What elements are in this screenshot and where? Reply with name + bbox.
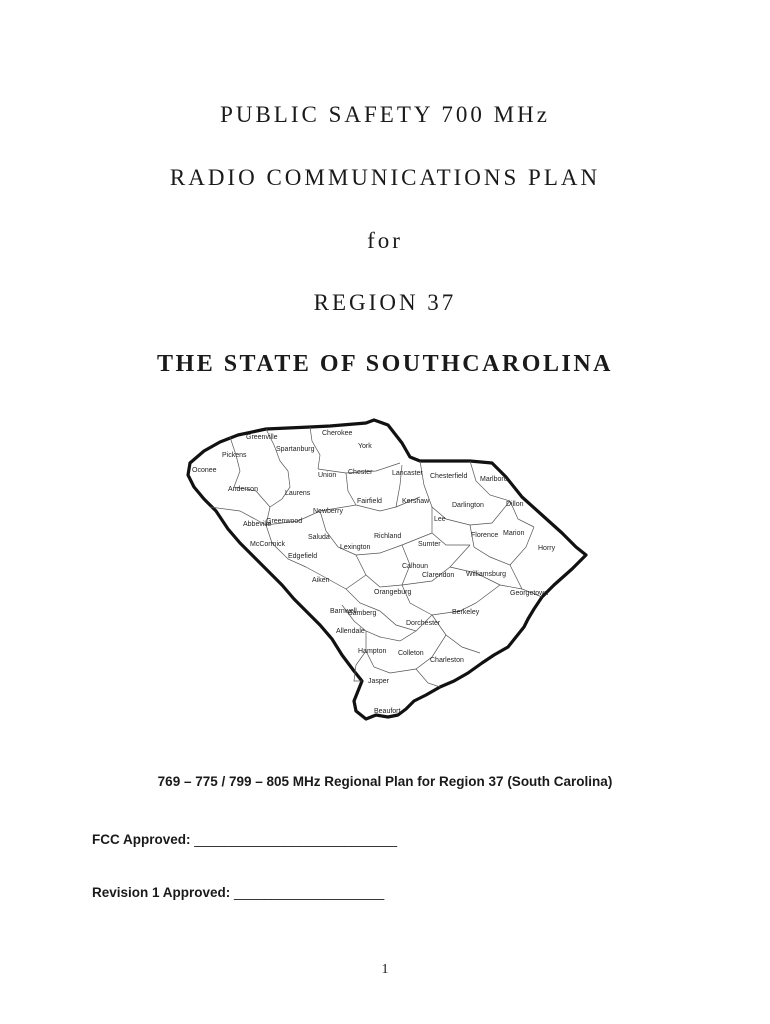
county-label: Laurens: [285, 490, 311, 497]
county-label: Allendale: [336, 628, 365, 635]
county-label: Orangeburg: [374, 589, 412, 596]
county-label: Clarendon: [422, 572, 455, 579]
revision-approval-line: [92, 885, 384, 900]
county-label: Darlington: [452, 502, 484, 509]
county-label: Bamberg: [348, 610, 377, 617]
south-carolina-county-map: [170, 415, 600, 730]
county-label: Horry: [538, 545, 556, 552]
county-label: Calhoun: [402, 563, 429, 570]
county-label: Williamsburg: [466, 571, 507, 578]
county-label: Beaufort: [374, 708, 401, 715]
county-label: McCormick: [250, 541, 285, 548]
title-line-2: RADIO COMMUNICATIONS PLAN: [169, 165, 601, 190]
county-label: Chester: [348, 469, 373, 476]
county-label: Colleton: [398, 650, 424, 657]
county-label: Aiken: [312, 577, 330, 584]
county-label: Barnwell: [330, 608, 357, 615]
county-label: Abbeville: [243, 521, 272, 528]
fcc-approved-blank: ___________________________: [194, 832, 397, 847]
county-label: Anderson: [228, 486, 258, 493]
county-label: Kershaw: [402, 498, 430, 505]
county-label: Spartanburg: [276, 446, 315, 453]
fcc-approval-line: [92, 832, 397, 847]
title-line-3: for: [367, 228, 403, 253]
county-label: Charleston: [430, 657, 464, 664]
county-label: Richland: [374, 533, 402, 540]
county-label: Dorchester: [406, 620, 441, 627]
county-label: Lexington: [340, 544, 371, 551]
revision-approved-label: Revision 1 Approved:: [92, 885, 231, 900]
fcc-approved-label: FCC Approved:: [92, 832, 191, 847]
title-line-4: REGION 37: [313, 290, 457, 315]
county-label: Lancaster: [392, 470, 423, 477]
county-label: Georgetown: [510, 590, 549, 597]
county-label: Dillon: [506, 501, 524, 508]
county-label: Pickens: [222, 452, 247, 459]
county-label: Berkeley: [452, 609, 480, 616]
county-label: Cherokee: [322, 430, 353, 437]
revision-approved-blank: ____________________: [234, 885, 385, 900]
county-label: Lee: [434, 516, 446, 523]
county-label: Greenwood: [266, 518, 303, 525]
county-label: Edgefield: [288, 553, 318, 560]
county-label: Florence: [471, 532, 499, 539]
plan-subtitle: 769 – 775 / 799 – 805 MHz Regional Plan for Region 37 (South Carolina): [157, 774, 613, 789]
county-label: Marlboro: [480, 476, 508, 483]
county-label: Oconee: [192, 467, 217, 474]
county-label: Fairfield: [357, 498, 382, 505]
state-outline: [188, 420, 586, 719]
county-label: Union: [318, 472, 337, 479]
county-label: Hampton: [358, 648, 387, 655]
county-label: Newberry: [313, 508, 343, 515]
county-label: Jasper: [368, 678, 390, 685]
title-line-5: THE STATE OF SOUTHCAROLINA: [157, 351, 613, 377]
county-label: York: [358, 443, 372, 450]
county-label: Saluda: [308, 534, 330, 541]
county-label: Chesterfield: [430, 473, 468, 480]
county-label: Sumter: [418, 541, 441, 548]
title-line-1: PUBLIC SAFETY 700 MHz: [220, 102, 550, 127]
page-number: 1: [381, 962, 389, 977]
county-label: Marion: [503, 530, 525, 537]
county-label: Greenville: [246, 434, 278, 441]
